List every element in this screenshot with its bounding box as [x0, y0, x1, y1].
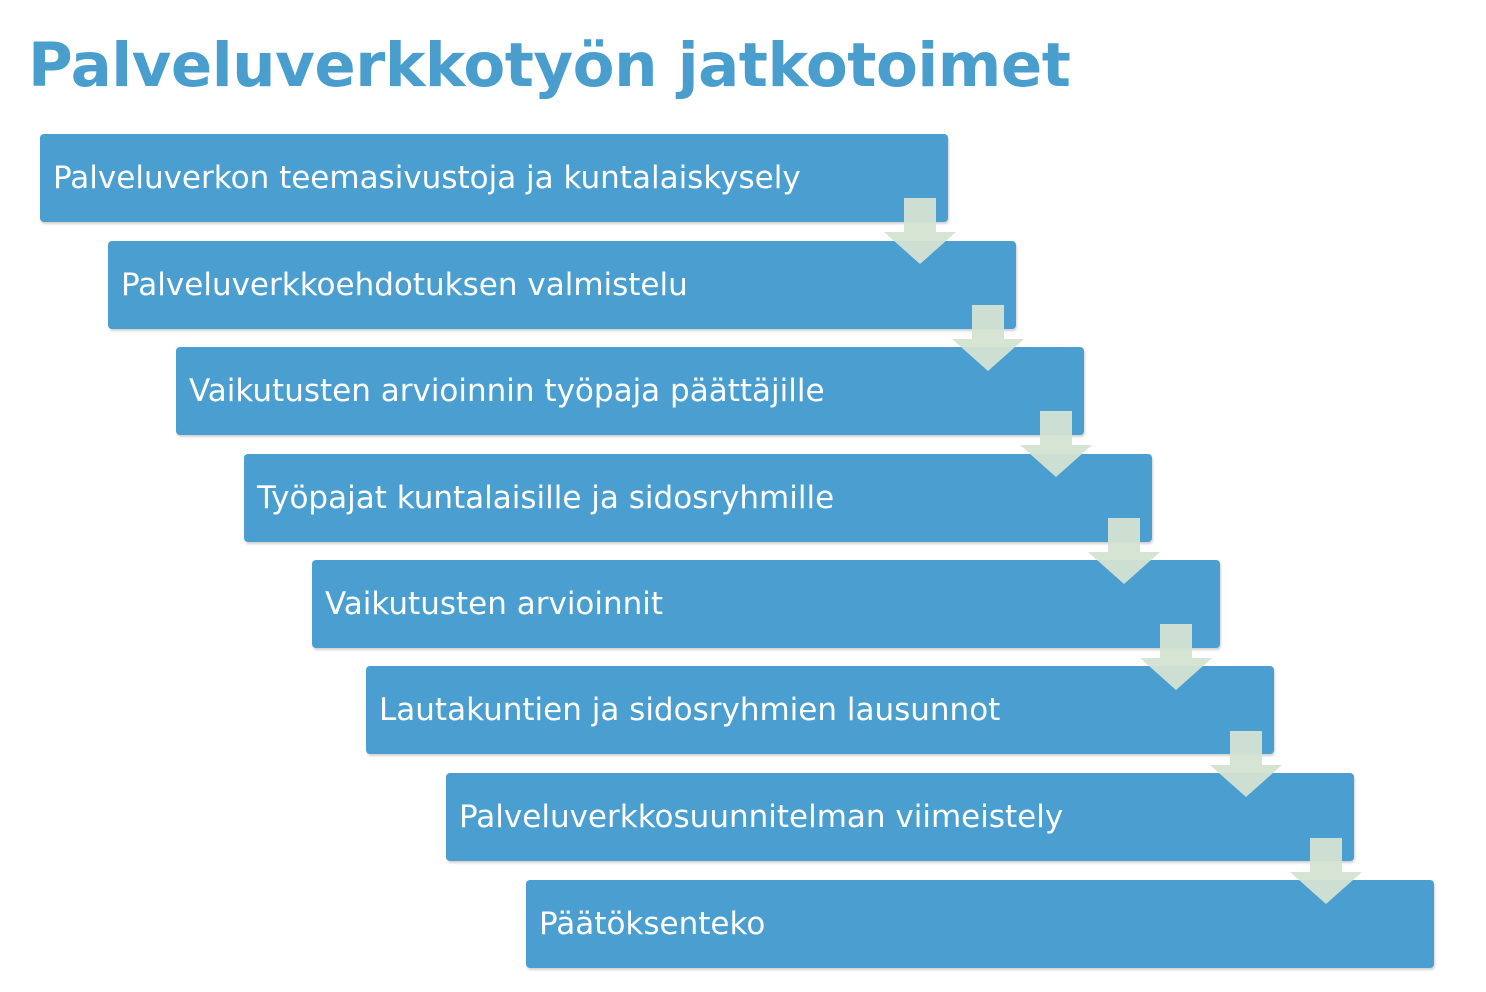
process-step-7: Palveluverkkosuunnitelman viimeistely [446, 773, 1354, 861]
process-step-8: Päätöksenteko [526, 880, 1434, 968]
process-step-4: Työpajat kuntalaisille ja sidosryhmille [244, 454, 1152, 542]
process-step-5: Vaikutusten arvioinnit [312, 560, 1220, 648]
down-arrow-icon [1290, 838, 1362, 904]
process-step-1: Palveluverkon teemasivustoja ja kuntalaiskysely [40, 134, 948, 222]
process-step-6: Lautakuntien ja sidosryhmien lausunnot [366, 666, 1274, 754]
page-title: Palveluverkkotyön jatkotoimet [28, 30, 1071, 101]
process-step-2: Palveluverkkoehdotuksen valmistelu [108, 241, 1016, 329]
down-arrow-icon [952, 305, 1024, 371]
down-arrow-icon [1020, 411, 1092, 477]
down-arrow-icon [1088, 518, 1160, 584]
process-step-3: Vaikutusten arvioinnin työpaja päättäjille [176, 347, 1084, 435]
down-arrow-icon [1210, 731, 1282, 797]
down-arrow-icon [884, 198, 956, 264]
down-arrow-icon [1140, 624, 1212, 690]
